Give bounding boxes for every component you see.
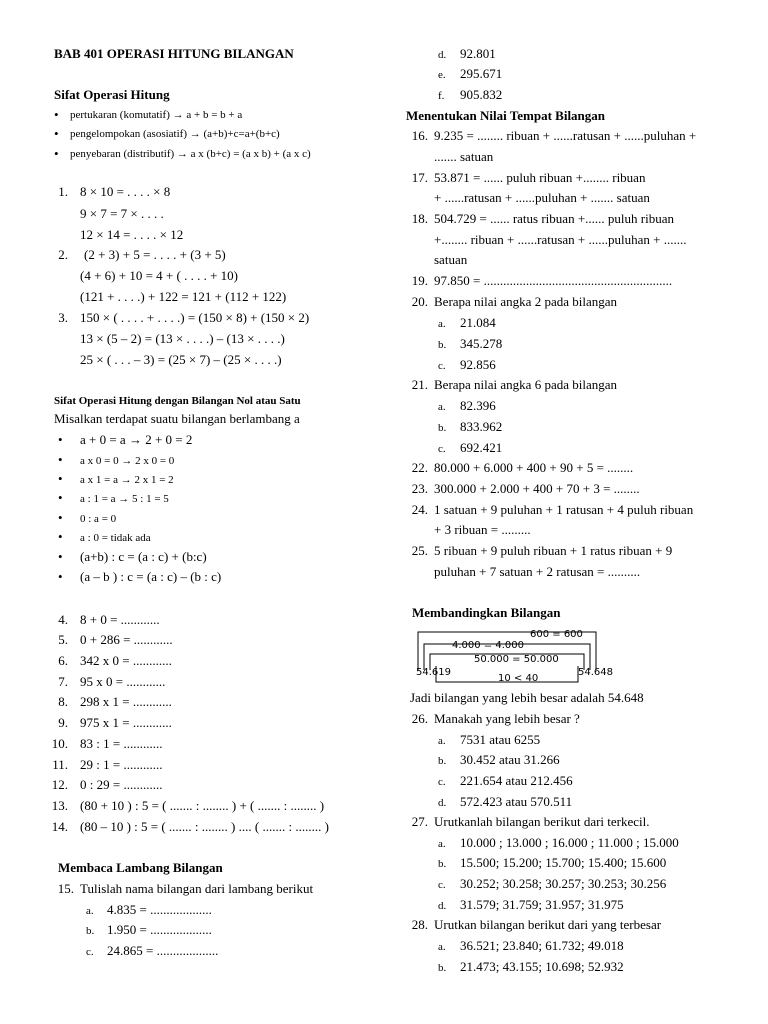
- option-text: 36.521; 23.840; 61.732; 49.018: [460, 938, 624, 953]
- option-letter: a.: [438, 941, 446, 953]
- option-text: 1.950 = ...................: [107, 922, 212, 937]
- bullet-icon: •: [58, 452, 63, 467]
- question-number: 7.: [58, 674, 68, 689]
- question-line: 8 × 10 = . . . . × 8: [80, 184, 171, 199]
- option-letter: c.: [438, 443, 446, 455]
- option-letter: b.: [438, 422, 447, 434]
- option-letter: c.: [438, 360, 446, 372]
- bullet-icon: •: [54, 107, 59, 122]
- question-text: (80 – 10 ) : 5 = ( ....... : ........ ) .... ( ....... : ........ ): [80, 819, 329, 834]
- question-number: 4.: [58, 612, 68, 627]
- question-number: 22.: [411, 460, 428, 475]
- question-number: 5.: [58, 632, 68, 647]
- property-item: penyebaran (distributif) → a x (b+c) = (a x b) + (a x c): [70, 148, 311, 160]
- option-letter: b.: [438, 339, 447, 351]
- question-text: Urutkan bilangan berikut dari yang terbesar: [434, 917, 662, 932]
- question-line: 150 × ( . . . . + . . . .) = (150 × 8) + (150 × 2): [80, 310, 310, 325]
- question-line: 1 satuan + 9 puluhan + 1 ratusan + 4 puluh ribuan: [434, 502, 694, 517]
- question-number: 24.: [411, 502, 428, 517]
- option-letter: c.: [86, 946, 94, 958]
- question-line: ....... satuan: [434, 149, 494, 164]
- option-letter: a.: [438, 838, 446, 850]
- question-line: puluhan + 7 satuan + 2 ratusan = ..........: [434, 564, 641, 579]
- option-letter: d.: [438, 797, 447, 809]
- option-letter: a.: [86, 905, 94, 917]
- option-letter: b.: [438, 858, 447, 870]
- question-number: 26.: [411, 711, 428, 726]
- question-number: 8.: [58, 694, 68, 709]
- question-text: (80 + 10 ) : 5 = ( ....... : ........ ) + ( ....... : ........ ): [80, 798, 325, 813]
- option-letter: b.: [86, 925, 95, 937]
- option-text: 10.000 ; 13.000 ; 16.000 ; 11.000 ; 15.000: [460, 835, 679, 850]
- option-text: 295.671: [460, 66, 503, 81]
- bullet-icon: •: [58, 529, 63, 544]
- question-number: 27.: [411, 814, 428, 829]
- bullet-icon: •: [58, 490, 63, 505]
- option-text: 82.396: [460, 398, 496, 413]
- option-letter: f.: [438, 90, 445, 102]
- question-number: 15.: [57, 881, 74, 896]
- question-number: 1.: [58, 184, 68, 199]
- rule-item: a x 1 = a → 2 x 1 = 2: [80, 474, 174, 486]
- option-letter: b.: [438, 755, 447, 767]
- option-letter: e.: [438, 69, 446, 81]
- option-text: 7531 atau 6255: [460, 732, 541, 747]
- option-text: 15.500; 15.200; 15.700; 15.400; 15.600: [460, 855, 667, 870]
- option-text: 92.801: [460, 46, 496, 61]
- question-number: 12.: [51, 777, 68, 792]
- question-line: 12 × 14 = . . . . × 12: [80, 227, 184, 242]
- question-text: Berapa nilai angka 2 pada bilangan: [434, 294, 618, 309]
- question-text: 80.000 + 6.000 + 400 + 90 + 5 = ........: [434, 460, 634, 475]
- property-item: pengelompokan (asosiatif) → (a+b)+c=a+(b+c): [70, 128, 280, 140]
- question-text: 29 : 1 = ............: [80, 757, 163, 772]
- section-heading: Membandingkan Bilangan: [412, 605, 561, 620]
- question-line: 5 ribuan + 9 puluh ribuan + 1 ratus ribuan + 9: [434, 543, 673, 558]
- option-letter: a.: [438, 318, 446, 330]
- section-heading: Sifat Operasi Hitung: [54, 87, 170, 102]
- option-text: 21.473; 43.155; 10.698; 52.932: [460, 959, 624, 974]
- question-text: 342 x 0 = ............: [80, 653, 172, 668]
- question-line: 504.729 = ...... ratus ribuan +...... puluh ribuan: [434, 211, 674, 226]
- question-line: (121 + . . . .) + 122 = 121 + (112 + 122): [80, 289, 287, 304]
- bullet-icon: •: [58, 471, 63, 486]
- option-text: 30.452 atau 31.266: [460, 752, 560, 767]
- question-line: 25 × ( . . . – 3) = (25 × 7) – (25 × . . . .): [80, 352, 282, 367]
- question-number: 28.: [411, 917, 428, 932]
- place-value-comparison-diagram: [410, 624, 620, 688]
- page-title: BAB 401 OPERASI HITUNG BILANGAN: [54, 46, 294, 61]
- bullet-icon: •: [58, 510, 63, 525]
- question-line: + 3 ribuan = .........: [434, 522, 531, 537]
- question-number: 6.: [58, 653, 68, 668]
- question-number: 19.: [411, 273, 428, 288]
- question-number: 25.: [411, 543, 428, 558]
- question-text: 975 x 1 = ............: [80, 715, 172, 730]
- question-line: + ......ratusan + ......puluhan + ....... satuan: [434, 190, 650, 205]
- question-number: 17.: [411, 170, 428, 185]
- section-intro: Misalkan terdapat suatu bilangan berlambang a: [54, 411, 300, 426]
- question-number: 13.: [51, 798, 68, 813]
- question-number: 18.: [411, 211, 428, 226]
- question-line: 9.235 = ........ ribuan + ......ratusan + ......puluhan +: [434, 128, 697, 143]
- option-text: 905.832: [460, 87, 503, 102]
- rule-item: a : 1 = a → 5 : 1 = 5: [80, 493, 169, 505]
- question-number: 9.: [58, 715, 68, 730]
- option-text: 572.423 atau 570.511: [460, 794, 573, 809]
- rule-item: a + 0 = a → 2 + 0 = 2: [80, 432, 193, 447]
- question-text: Berapa nilai angka 6 pada bilangan: [434, 377, 618, 392]
- bullet-icon: •: [54, 146, 59, 161]
- question-number: 2.: [58, 247, 68, 262]
- section-heading: Sifat Operasi Hitung dengan Bilangan Nol atau Satu: [54, 395, 301, 407]
- question-line: 9 × 7 = 7 × . . . .: [80, 206, 164, 221]
- option-text: 4.835 = ...................: [107, 902, 212, 917]
- bullet-icon: •: [58, 432, 63, 447]
- label-thousands: 4.000 = 4.000: [452, 640, 524, 651]
- question-text: 300.000 + 2.000 + 400 + 70 + 3 = ........: [434, 481, 640, 496]
- rule-item: a x 0 = 0 → 2 x 0 = 0: [80, 455, 175, 467]
- question-number: 23.: [411, 481, 428, 496]
- property-item: pertukaran (komutatif) → a + b = b + a: [70, 109, 243, 121]
- question-text: Manakah yang lebih besar ?: [434, 711, 580, 726]
- right-number: 54.648: [578, 667, 613, 678]
- label-hundreds: 600 = 600: [530, 629, 583, 640]
- option-letter: c.: [438, 776, 446, 788]
- question-line: (2 + 3) + 5 = . . . . + (3 + 5): [84, 247, 226, 262]
- rule-item: (a – b ) : c = (a : c) – (b : c): [80, 569, 222, 584]
- section-heading: Menentukan Nilai Tempat Bilangan: [406, 108, 606, 123]
- left-number: 54.619: [416, 667, 451, 678]
- option-text: 21.084: [460, 315, 496, 330]
- bullet-icon: •: [58, 569, 63, 584]
- option-text: 692.421: [460, 440, 503, 455]
- bullet-icon: •: [58, 549, 63, 564]
- question-text: 95 x 0 = ............: [80, 674, 166, 689]
- question-number: 21.: [411, 377, 428, 392]
- option-letter: a.: [438, 401, 446, 413]
- option-text: 92.856: [460, 357, 496, 372]
- option-letter: d.: [438, 49, 447, 61]
- question-text: 8 + 0 = ............: [80, 612, 160, 627]
- comparison-conclusion: Jadi bilangan yang lebih besar adalah 54.648: [410, 690, 644, 705]
- question-number: 11.: [52, 757, 68, 772]
- option-letter: c.: [438, 879, 446, 891]
- question-number: 10.: [51, 736, 68, 751]
- bullet-icon: •: [54, 126, 59, 141]
- question-number: 14.: [51, 819, 68, 834]
- question-number: 16.: [411, 128, 428, 143]
- label-ten-thousands: 50.000 = 50.000: [474, 654, 559, 665]
- question-text: 298 x 1 = ............: [80, 694, 172, 709]
- option-text: 221.654 atau 212.456: [460, 773, 573, 788]
- question-number: 3.: [58, 310, 68, 325]
- option-text: 833.962: [460, 419, 503, 434]
- question-text: Urutkanlah bilangan berikut dari terkecil.: [434, 814, 650, 829]
- option-letter: d.: [438, 900, 447, 912]
- option-text: 31.579; 31.759; 31.957; 31.975: [460, 897, 624, 912]
- section-heading: Membaca Lambang Bilangan: [58, 860, 223, 875]
- comparison-brackets: [410, 624, 620, 688]
- option-text: 24.865 = ...................: [107, 943, 219, 958]
- question-text: 0 : 29 = ............: [80, 777, 163, 792]
- question-text: 97.850 = ..........................................................: [434, 273, 673, 288]
- question-number: 20.: [411, 294, 428, 309]
- label-tens: 10 < 40: [498, 673, 539, 684]
- rule-item: 0 : a = 0: [80, 513, 117, 525]
- option-letter: a.: [438, 735, 446, 747]
- question-text: Tulislah nama bilangan dari lambang berikut: [80, 881, 314, 896]
- question-line: 13 × (5 – 2) = (13 × . . . .) – (13 × . . . .): [80, 331, 285, 346]
- question-text: 83 : 1 = ............: [80, 736, 163, 751]
- rule-item: a : 0 = tidak ada: [80, 532, 151, 544]
- question-line: satuan: [434, 252, 468, 267]
- option-text: 30.252; 30.258; 30.257; 30.253; 30.256: [460, 876, 667, 891]
- question-line: 53.871 = ...... puluh ribuan +........ ribuan: [434, 170, 646, 185]
- option-text: 345.278: [460, 336, 503, 351]
- question-line: (4 + 6) + 10 = 4 + ( . . . . + 10): [80, 268, 238, 283]
- question-text: 0 + 286 = ............: [80, 632, 173, 647]
- option-letter: b.: [438, 962, 447, 974]
- question-line: +........ ribuan + ......ratusan + ......puluhan + .......: [434, 232, 687, 247]
- rule-item: (a+b) : c = (a : c) + (b:c): [80, 549, 207, 564]
